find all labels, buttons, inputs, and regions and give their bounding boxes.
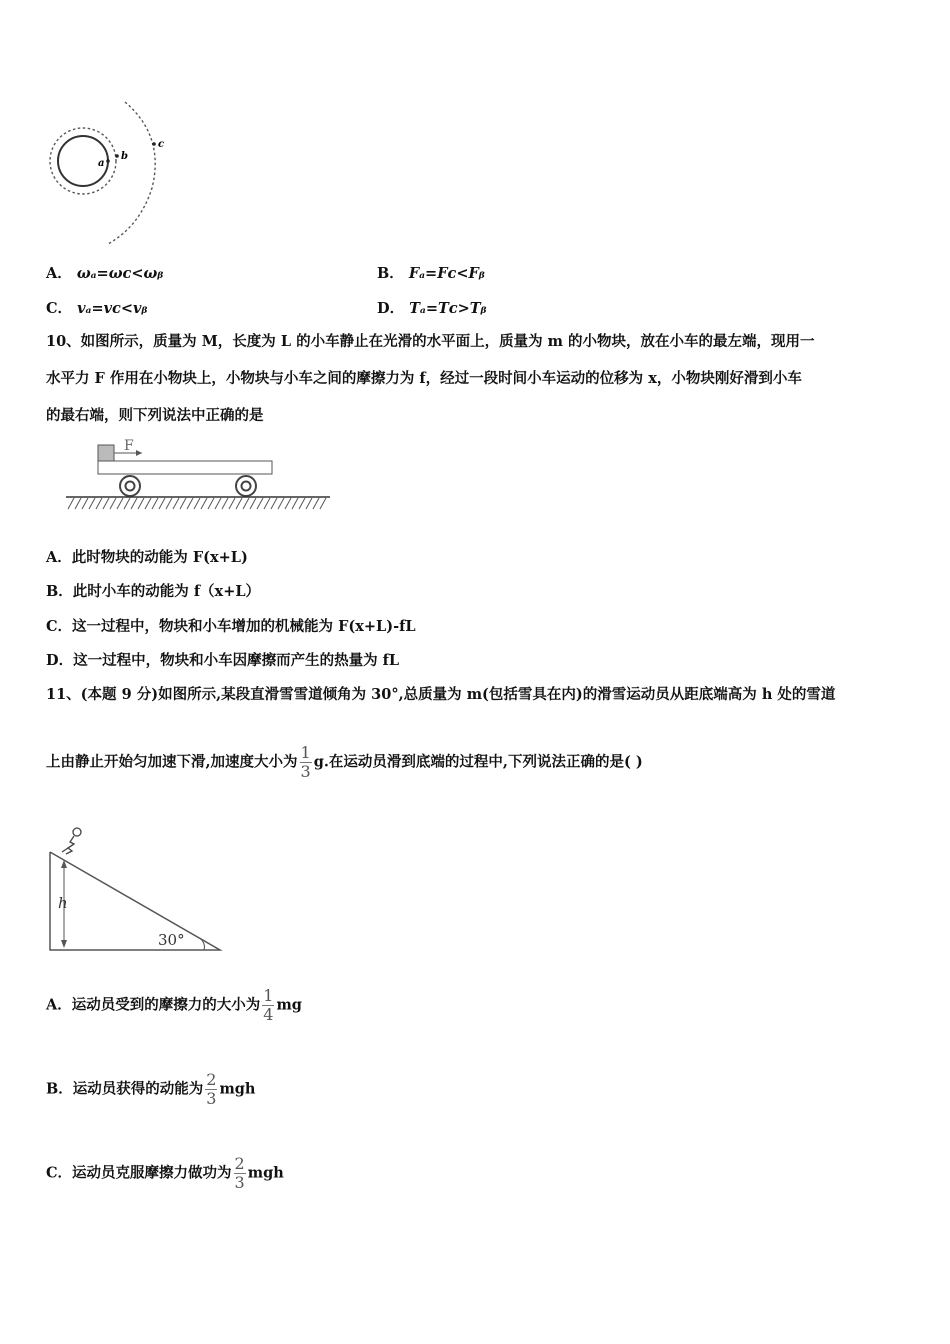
inner-orbit	[50, 128, 116, 194]
q10-stem-line1: 10、如图所示，质量为 M，长度为 L 的小车静止在光滑的水平面上，质量为 m 的小物块，放在小车的最左端，现用一	[46, 333, 815, 350]
cart-body	[98, 461, 272, 474]
orbit-figure	[40, 96, 170, 246]
q11-option-b-text: 运动员获得的动能为	[72, 1080, 204, 1098]
q11-fraction: $\frac{1}{3}$	[300, 743, 311, 781]
q11-stem-line2: 上由静止开始匀加速下滑,加速度大小为 $\frac{1}{3}$ g.在运动员滑到底端的过程中,下列说法正确的是( )	[46, 743, 643, 781]
q9-option-d-text: Tₐ=Tᴄ>Tᵦ	[409, 300, 487, 317]
q9-option-b[interactable]: B． Fₐ=Fᴄ<Fᵦ	[377, 265, 485, 282]
q10-option-b[interactable]: B．此时小车的动能为 f（x+L）	[46, 583, 261, 600]
point-c	[152, 142, 156, 146]
point-b	[115, 154, 119, 158]
height-label: h	[58, 894, 68, 912]
q10-stem-line3: 的最右端，则下列说法中正确的是	[46, 407, 264, 424]
q9-option-d[interactable]: D． Tₐ=Tᴄ>Tᵦ	[377, 300, 487, 317]
slope-figure	[44, 826, 229, 956]
label-a: a	[98, 158, 105, 169]
q10-option-c-text: 这一过程中，物块和小车增加的机械能为 F(x+L)-fL	[72, 618, 416, 635]
point-a	[106, 159, 110, 163]
q11-stem-line1: 11、(本题 9 分)如图所示,某段直滑雪雪道倾角为 30°,总质量为 m(包括雪具在内)的滑雪运动员从距底端高为 h 处的雪道	[46, 686, 836, 703]
q10-option-d[interactable]: D．这一过程中，物块和小车因摩擦而产生的热量为 fL	[46, 652, 400, 669]
q11-option-c-text: 运动员克服摩擦力做功为	[72, 1164, 232, 1182]
angle-label: 30°	[158, 931, 185, 949]
q9-option-a[interactable]: A． ωₐ=ωᴄ<ωᵦ	[46, 265, 164, 282]
q10-option-a-text: 此时物块的动能为 F(x+L)	[71, 549, 248, 566]
q9-option-c[interactable]: C． vₐ=vᴄ<vᵦ	[46, 300, 148, 317]
force-label: F	[124, 438, 134, 454]
q11-option-b[interactable]: B．运动员获得的动能为 $\frac{2}{3}$ mgh	[46, 1070, 256, 1108]
q10-option-c[interactable]: C．这一过程中，物块和小车增加的机械能为 F(x+L)-fL	[46, 618, 416, 635]
slope-triangle	[50, 852, 220, 950]
label-c: c	[158, 139, 165, 150]
outer-orbit	[108, 102, 155, 244]
q10-option-b-text: 此时小车的动能为 f（x+L）	[72, 583, 261, 600]
q11-option-a-text: 运动员受到的摩擦力的大小为	[71, 996, 261, 1014]
q9-option-c-text: vₐ=vᴄ<vᵦ	[77, 300, 148, 317]
q10-stem-line2: 水平力 F 作用在小物块上，小物块与小车之间的摩擦力为 f，经过一段时间小车运动的位移为 x，小物块刚好滑到小车	[46, 370, 802, 387]
q10-option-a[interactable]: A．此时物块的动能为 F(x+L)	[46, 549, 248, 566]
label-b: b	[121, 151, 128, 162]
q10-option-d-text: 这一过程中，物块和小车因摩擦而产生的热量为 fL	[73, 652, 400, 669]
block	[98, 445, 114, 461]
ground-hatch	[68, 498, 326, 509]
q9-option-b-text: Fₐ=Fᴄ<Fᵦ	[408, 265, 485, 282]
q9-option-a-text: ωₐ=ωᴄ<ωᵦ	[76, 265, 164, 282]
cart-figure	[62, 436, 334, 516]
q11-option-a[interactable]: A．运动员受到的摩擦力的大小为 $\frac{1}{4}$ mg	[46, 986, 302, 1024]
q11-option-c[interactable]: C．运动员克服摩擦力做功为 $\frac{2}{3}$ mgh	[46, 1154, 284, 1192]
angle-arc	[200, 938, 205, 950]
skier-icon	[62, 828, 81, 854]
